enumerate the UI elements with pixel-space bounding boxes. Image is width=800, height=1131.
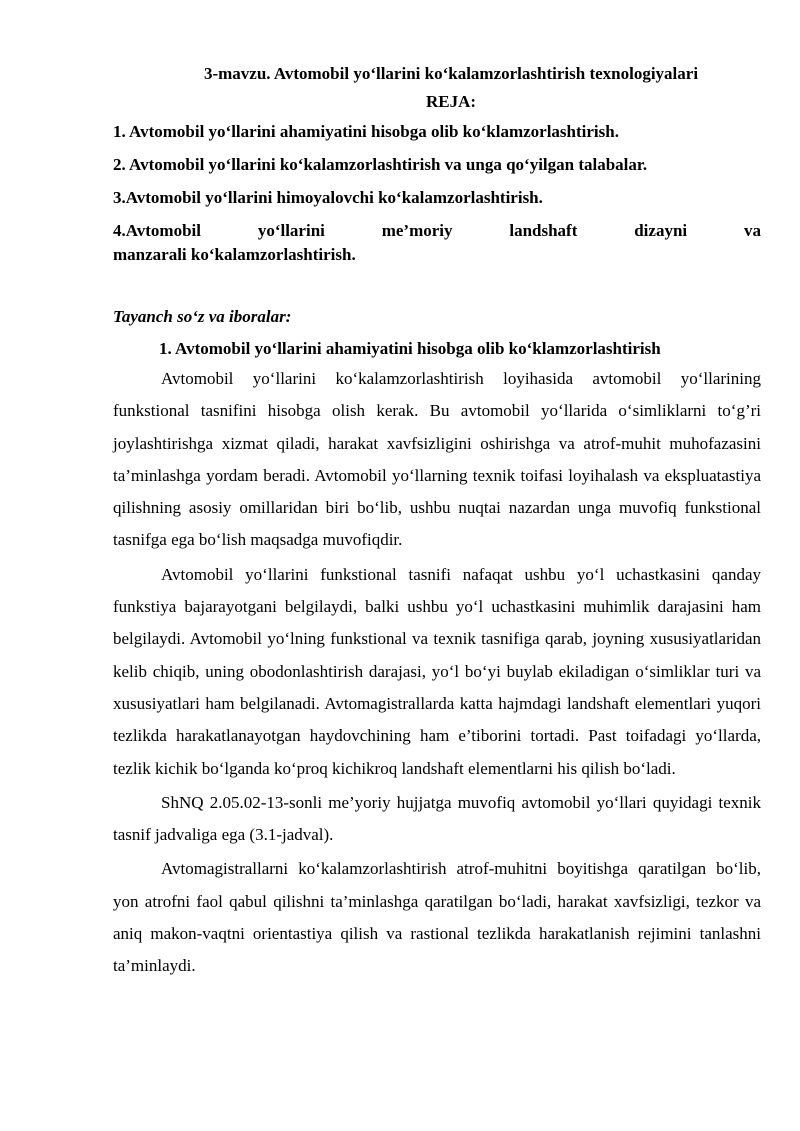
plan-item-3: 3.Avtomobil yo‘llarini himoyalovchi ko‘kalamzorlashtirish. [113, 188, 543, 207]
plan-item-1: 1. Avtomobil yo‘llarini ahamiyatini hisobga olib ko‘klamzorlashtirish. [113, 122, 619, 141]
plan-item-4-word: 4.Avtomobil [113, 221, 201, 240]
plan-heading: REJA: [425, 92, 477, 111]
document-page [113, 62, 761, 983]
section-heading: 1. Avtomobil yo‘llarini ahamiyatini hisobga olib ko‘klamzorlashtirish [159, 339, 661, 358]
plan-item-2: 2. Avtomobil yo‘llarini ko‘kalamzorlashtirish va unga qo‘yilgan talabalar. [113, 155, 648, 174]
plan-item-4 [113, 219, 761, 267]
plan-item-4-word: va [743, 221, 761, 240]
plan-item-4-word: me’moriy [381, 221, 453, 240]
plan-item-4-line-1 [113, 219, 761, 243]
body-paragraph: Avtomobil yo‘llarini funkstional tasnifi nafaqat ushbu yo‘l uchastkasini qanday funkstiya bajarayotgani belgilaydi, balki ushbu yo‘l uchastkasini muhimlik darajasini ham belgilaydi. Avtomobil yo‘lning funkstional va texnik tasnifiga qarab, joyning xususiyatlaridan kelib chiqib, uning obodonlashtirish darajasi, yo‘l bo‘yi buylab ekiladigan o‘simliklar turi va xususiyatlari ham belgilanadi. Avtomagistrallarda katta hajmdagi landshaft elementlari yuqori tezlikda harakatlanayotgan haydovchining ham e’tiborini tortadi. Past toifadagi yo‘llarda, tezlik kichik bo‘lganda ko‘proq kichikroq landshaft elementlarni his qilish bo‘ladi. [113, 564, 761, 778]
document-title: 3-mavzu. Avtomobil yo‘llarini ko‘kalamzorlashtirish texnologiyalari [203, 64, 699, 83]
plan-item-4-word: yo‘llarini [257, 221, 325, 240]
plan-item-4-word: landshaft [509, 221, 578, 240]
plan-item-4-line-2: manzarali ko‘kalamzorlashtirish. [113, 245, 356, 264]
keywords-label: Tayanch so‘z va iboralar: [113, 307, 292, 326]
body-paragraph: ShNQ 2.05.02-13-sonli me’yoriy hujjatga muvofiq avtomobil yo‘llari quyidagi texnik tasnif jadvaliga ega (3.1-jadval). [113, 792, 761, 845]
body-paragraph: Avtomobil yo‘llarini ko‘kalamzorlashtirish loyihasida avtomobil yo‘llarining funkstional tasnifini hisobga olish kerak. Bu avtomobil yo‘llarida o‘simliklarni to‘g’ri joylashtirishga xizmat qiladi, harakat xavfsizligini oshirishga va atrof-muhit muhofazasini ta’minlashga yordam beradi. Avtomobil yo‘llarning texnik toifasi loyihalash va ekspluatastiya qilishning asosiy omillaridan biri bo‘lib, ushbu nuqtai nazardan unga muvofiq funkstional tasnifga ega bo‘lish maqsadga muvofiqdir. [113, 369, 761, 550]
plan-list [113, 120, 761, 267]
body-paragraph: Avtomagistrallarni ko‘kalamzorlashtirish atrof-muhitni boyitishga qaratilgan bo‘lib, yon atrofni faol qabul qilishni ta’minlashga qaratilgan bo‘ladi, harakat xavfsizligi, tezkor va aniq makon-vaqtni orientastiya qilish va rastional tezlikda harakatlanish rejimini tanlashni ta’minlaydi. [113, 859, 761, 976]
plan-item-4-word: dizayni [634, 221, 688, 240]
